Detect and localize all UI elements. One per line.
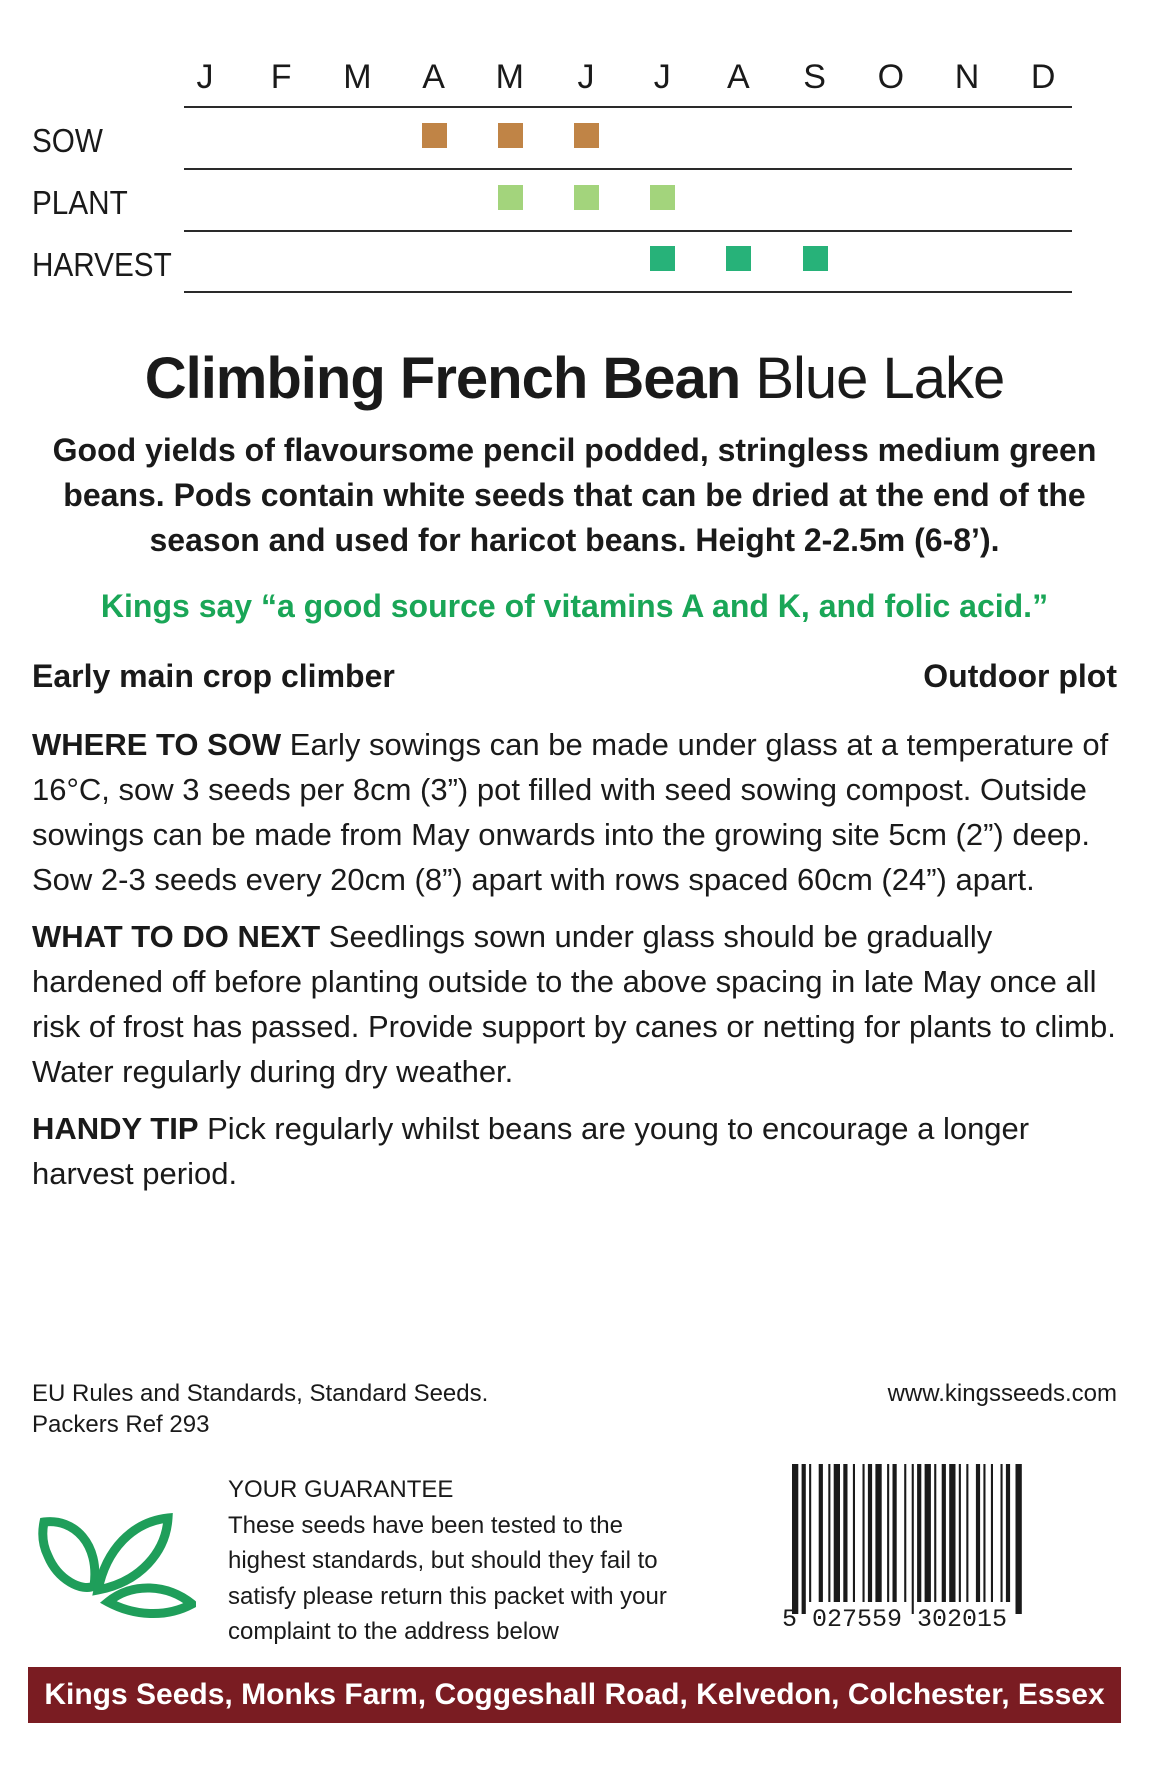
month-label: F <box>270 58 292 96</box>
sow-row-label: SOW <box>32 122 103 159</box>
barcode-bar <box>868 1464 872 1602</box>
barcode-bar <box>863 1464 865 1602</box>
nutrition-quote: Kings say “a good source of vitamins A and K, and folic acid.” <box>100 588 1049 624</box>
plant-month-marker <box>650 185 675 210</box>
barcode-bar <box>917 1464 921 1602</box>
guarantee-text: These seeds have been tested to the highest standards, but should they fail to satisfy please return this packet with your complaint to the address below <box>228 1511 667 1645</box>
month-label: S <box>803 58 826 96</box>
barcode-bar <box>802 1464 806 1614</box>
where-to-sow-text: Early sowings can be made under glass at a temperature of 16°C, sow 3 seeds per 8cm (3”) pot filled with seed sowing compost. Outside sowings can be made from May onwards into the growing site 5cm (2”) deep. Sow 2-3 seeds every 20cm (8”) apart with rows spaced 60cm (24”) apart. <box>32 727 1109 897</box>
barcode-bar <box>792 1464 798 1614</box>
month-label: J <box>196 58 214 96</box>
what-to-do-next-heading: WHAT TO DO NEXT <box>32 919 321 954</box>
barcode-bar <box>983 1464 985 1602</box>
month-label: D <box>1030 58 1056 96</box>
barcode-bar <box>828 1464 830 1602</box>
calendar-divider <box>184 291 1072 293</box>
month-label: N <box>954 58 980 96</box>
barcode-bar <box>1016 1464 1022 1614</box>
harvest-row-label: HARVEST <box>32 246 172 283</box>
handy-tip-heading: HANDY TIP <box>32 1111 199 1146</box>
growing-location: Outdoor plot <box>923 658 1117 694</box>
plant-row-label: PLANT <box>32 184 128 221</box>
barcode-bar <box>966 1464 968 1602</box>
barcode-number: 5 027559 302015 <box>782 1605 1008 1630</box>
plant-month-marker <box>574 185 599 210</box>
where-to-sow-section <box>32 722 1122 902</box>
harvest-month-marker <box>650 246 675 271</box>
packers-ref: Packers Ref 293 <box>32 1411 210 1438</box>
barcode-bar <box>1001 1464 1003 1602</box>
month-label: M <box>495 58 524 96</box>
barcode-bar <box>976 1464 980 1602</box>
guarantee-title: YOUR GUARANTEE <box>228 1476 454 1503</box>
product-description: Good yields of flavoursome pencil podded, stringless medium green beans. Pods contain white seeds that can be dried at the end of the season and used for haricot beans. Height 2-2.5m (6-8’). <box>52 432 1097 558</box>
barcode <box>780 1460 1118 1630</box>
month-label: A <box>422 58 445 96</box>
product-title <box>0 345 1149 412</box>
barcode-bar <box>853 1464 855 1602</box>
handy-tip-text: Pick regularly whilst beans are young to encourage a longer harvest period. <box>32 1111 1030 1191</box>
company-address: Kings Seeds, Monks Farm, Coggeshall Road, Kelvedon, Colchester, Essex CO5 9PG <box>44 1678 1105 1767</box>
barcode-bar <box>819 1464 823 1602</box>
calendar-divider <box>184 230 1072 232</box>
crop-type: Early main crop climber <box>32 658 395 694</box>
barcode-bar <box>887 1464 889 1602</box>
month-label: A <box>727 58 750 96</box>
month-label: J <box>653 58 671 96</box>
barcode-bar <box>834 1464 840 1602</box>
barcode-bar <box>1006 1464 1010 1602</box>
kings-seeds-leaf-logo <box>36 1510 196 1620</box>
plant-month-marker <box>498 185 523 210</box>
product-name: Climbing French Bean <box>144 346 741 411</box>
barcode-bar <box>843 1464 847 1602</box>
month-label: M <box>343 58 372 96</box>
barcode-bar <box>893 1464 897 1602</box>
barcode-bar <box>912 1464 914 1614</box>
barcode-bar <box>934 1464 936 1602</box>
product-variety: Blue Lake <box>755 346 1005 411</box>
eu-rules-text: EU Rules and Standards, Standard Seeds. <box>32 1380 489 1407</box>
barcode-bar <box>809 1464 811 1602</box>
barcode-bar <box>942 1464 946 1602</box>
sowing-calendar <box>0 0 1149 300</box>
website-link[interactable]: www.kingsseeds.com <box>887 1380 1117 1407</box>
where-to-sow-heading: WHERE TO SOW <box>32 727 282 762</box>
month-label: O <box>877 58 905 96</box>
month-label: J <box>577 58 595 96</box>
barcode-bar <box>959 1464 961 1602</box>
calendar-divider <box>184 106 1072 108</box>
barcode-bar <box>925 1464 931 1602</box>
barcode-bar <box>875 1464 881 1602</box>
calendar-divider <box>184 168 1072 170</box>
address-banner <box>28 1667 1121 1767</box>
guarantee-block <box>228 1472 688 1650</box>
barcode-bar <box>949 1464 955 1602</box>
barcode-bar <box>904 1464 906 1602</box>
what-to-do-next-section <box>32 914 1122 1094</box>
harvest-month-marker <box>803 246 828 271</box>
what-to-do-next-text: Seedlings sown under glass should be gradually hardened off before planting outside to the above spacing in late May once all risk of frost has passed. Provide support by canes or netting for plants to climb. Water regularly during dry weather. <box>32 919 1116 1089</box>
sow-month-marker <box>498 123 523 148</box>
barcode-bar <box>991 1464 993 1602</box>
handy-tip-section <box>32 1106 1122 1196</box>
sow-month-marker <box>422 123 447 148</box>
harvest-month-marker <box>726 246 751 271</box>
sow-month-marker <box>574 123 599 148</box>
